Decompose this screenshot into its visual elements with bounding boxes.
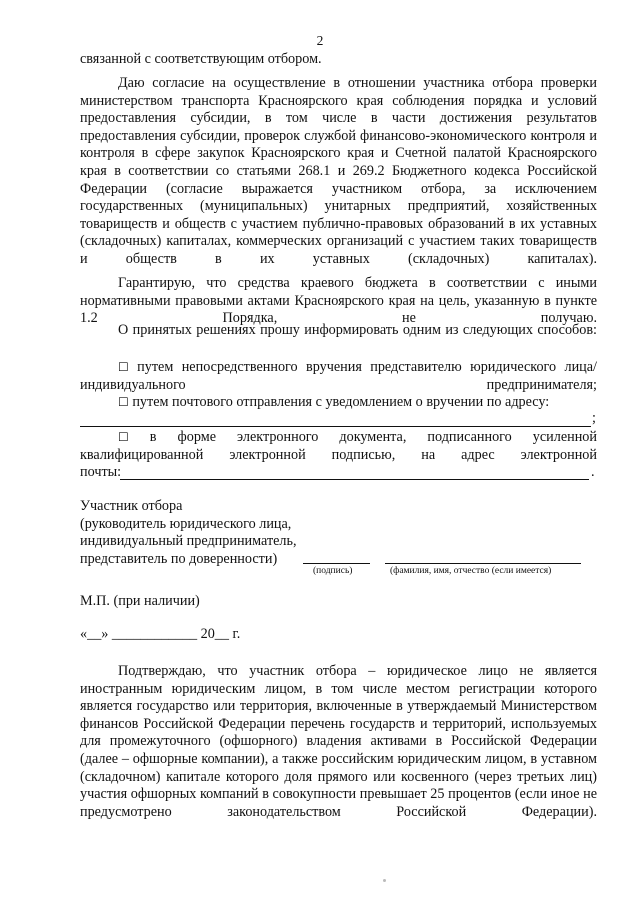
checkbox-icon[interactable]: ☐ xyxy=(118,395,129,409)
option-postal-delivery-text: путем почтового отправления с уведомлением о вручении по адресу: xyxy=(128,394,550,410)
checkbox-icon[interactable]: ☐ xyxy=(118,430,129,444)
full-name-line[interactable] xyxy=(385,563,581,564)
email-field[interactable] xyxy=(120,479,589,480)
address-line-end: ; xyxy=(592,410,596,426)
signer-block: Участник отбора (руководитель юридического лица, индивидуальный предприниматель, представитель по доверенности) xyxy=(80,498,297,567)
full-name-caption: (фамилия, имя, отчество (если имеется) xyxy=(390,566,552,576)
email-line-end: . xyxy=(591,464,595,480)
signature-caption: (подпись) xyxy=(313,566,353,576)
paragraph-notification-methods: О принятых решениях прошу информировать одним из следующих способов: xyxy=(118,322,597,338)
option-personal-delivery-text: путем непосредственного вручения представителю юридического лица/ индивидуального предпринимателя; xyxy=(80,359,597,393)
paragraph-continuation: связанной с соответствующим отбором. xyxy=(80,51,322,67)
date-line[interactable]: «__» ____________ 20__ г. xyxy=(80,626,241,642)
email-label: почты: xyxy=(80,464,122,480)
checkbox-icon[interactable]: ☐ xyxy=(118,360,129,374)
page-number: 2 xyxy=(316,33,324,48)
option-postal-delivery xyxy=(80,394,597,412)
option-personal-delivery xyxy=(80,359,597,394)
option-electronic-delivery-text: в форме электронного документа, подписанного усиленной квалифицированной электронной подписью, на адрес электронной xyxy=(80,429,597,463)
option-electronic-delivery xyxy=(80,429,597,464)
stamp-label: М.П. (при наличии) xyxy=(80,593,200,609)
postal-address-field[interactable] xyxy=(80,426,591,427)
scan-speck xyxy=(383,879,386,882)
signature-line[interactable] xyxy=(303,563,370,564)
paragraph-offshore-confirmation: Подтверждаю, что участник отбора – юридическое лицо не является иностранным юридическим лицом, в том числе местом регистрации которого является государство или территория, включенные в утверждаемый Министерством финансов Российской Федерации перечень государств и территорий, используемых для промежуточного (офшорного) владения активами в Российской Федерации (далее – офшорные компании), а также российским юридическим лицом, в уставном (складочном) капитале которого доля прямого или косвенного (через третьих лиц) участия офшорных компаний в совокупности превышает 25 процентов (если иное не предусмотрено законодательством Российской Федерации). xyxy=(80,663,597,820)
paragraph-guarantee: Гарантирую, что средства краевого бюджета в соответствии с иными нормативными правовыми актами Красноярского края на цель, указанную в пункте 1.2 Порядка, не получаю. xyxy=(80,275,597,327)
paragraph-consent: Даю согласие на осуществление в отношении участника отбора проверки министерством транспорта Красноярского края соблюдения порядка и условий предоставления субсидии, в том числе в части достижения результатов предоставления субсидии, проверок службой финансово-экономического контроля и контроля в сфере закупок Красноярского края и Счетной палатой Красноярского края в соответствии со статьями 268.1 и 269.2 Бюджетного кодекса Российской Федерации (согласие выражается участником отбора, за исключением государственных (муниципальных) унитарных предприятий, хозяйственных товариществ и обществ с участием публично-правовых образований в их уставных (складочных) капиталах, коммерческих организаций с участием таких товариществ и обществ в их уставных (складочных) капиталах). xyxy=(80,75,597,267)
